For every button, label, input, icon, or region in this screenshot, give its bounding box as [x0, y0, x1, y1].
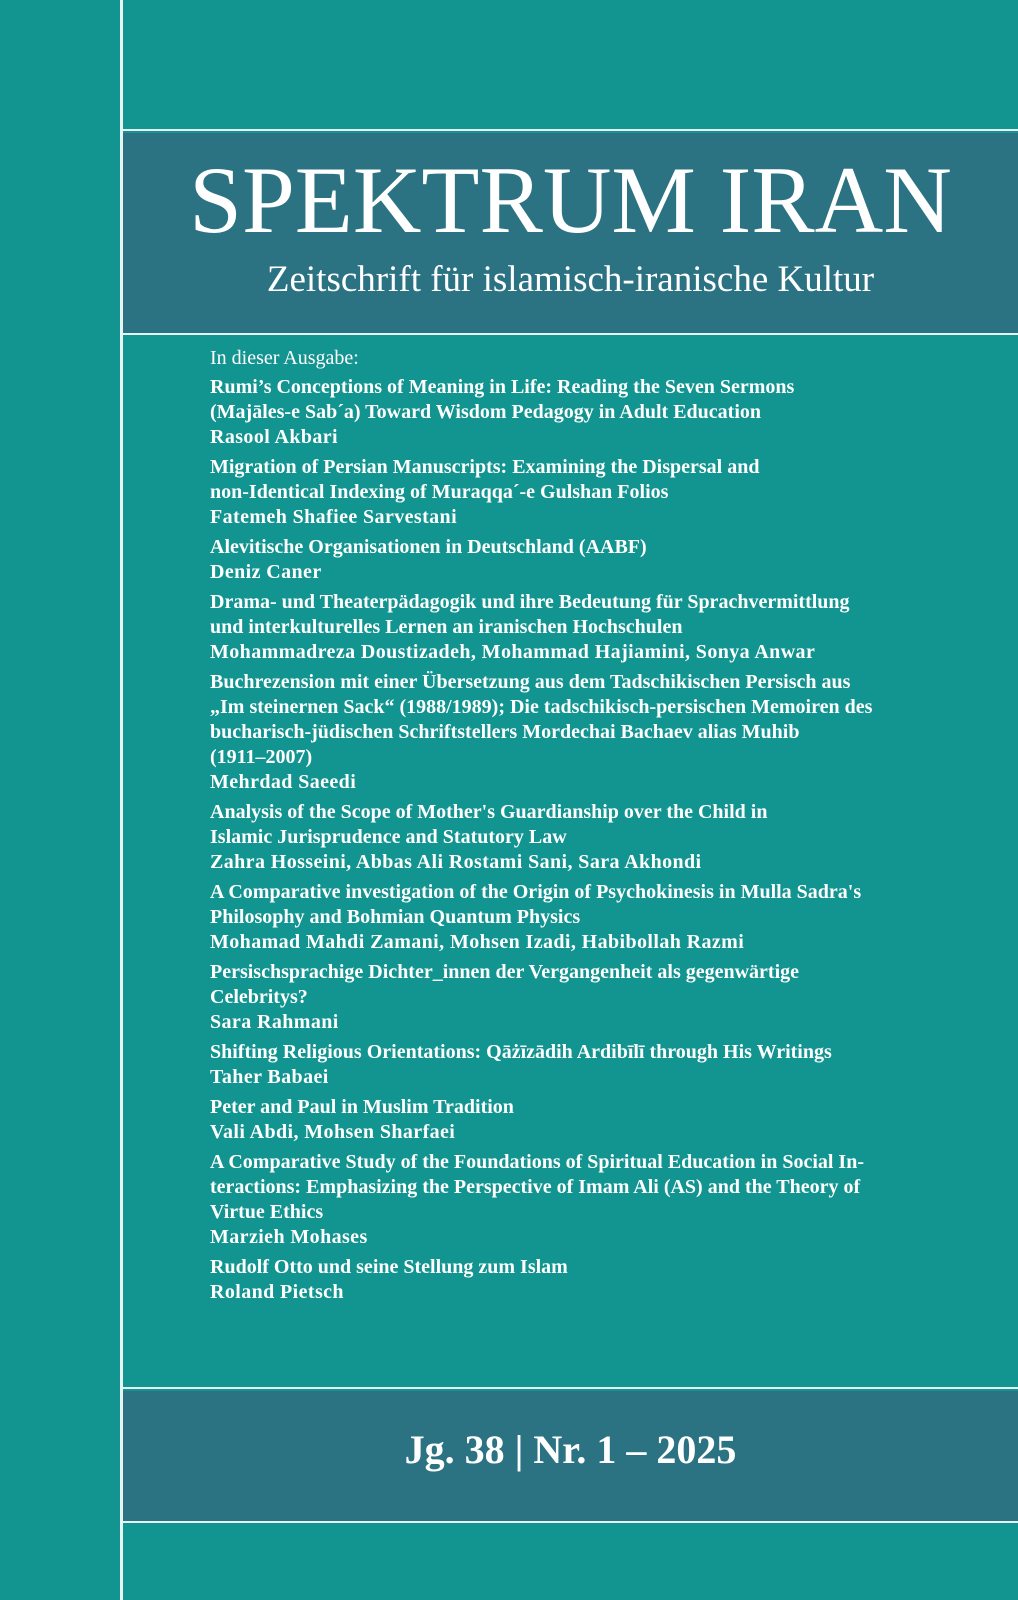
- toc-item: [210, 590, 1000, 665]
- toc-item: [210, 960, 1000, 1035]
- top-band-rule-upper: [123, 129, 1018, 131]
- article-author: Fatemeh Shafiee Sarvestani: [210, 506, 458, 528]
- toc-item: [210, 800, 1000, 875]
- article-author: Rasool Akbari: [210, 426, 339, 448]
- article-title: Rudolf Otto und seine Stellung zum Islam: [210, 1256, 568, 1278]
- article-author: Deniz Caner: [210, 561, 322, 583]
- article-title: Buchrezension mit einer Übersetzung aus dem Tadschikischen Persisch aus „Im steinernen Sack“ (1988/1989); Die tadschikisch-persischen Memoiren des bucharisch-jüdischen Schriftstellers Mordechai Bachaev alias Muhib (1911–2007): [210, 671, 873, 768]
- toc-item: [210, 670, 1000, 795]
- article-title: Peter and Paul in Muslim Tradition: [210, 1096, 514, 1118]
- article-author: Mohamad Mahdi Zamani, Mohsen Izadi, Habibollah Razmi: [210, 931, 745, 953]
- toc-item: [210, 1255, 1000, 1305]
- article-author: Mohammadreza Doustizadeh, Mohammad Hajiamini, Sonya Anwar: [210, 641, 816, 663]
- article-title: Migration of Persian Manuscripts: Examining the Dispersal and non-Identical Indexing of Muraqqa´-e Gulshan Folios: [210, 456, 760, 503]
- article-title: Rumi’s Conceptions of Meaning in Life: Reading the Seven Sermons (Majāles-e Sab´a) Toward Wisdom Pedagogy in Adult Education: [210, 376, 795, 423]
- toc-item: [210, 1095, 1000, 1145]
- article-author: Mehrdad Saeedi: [210, 771, 357, 793]
- article-title: A Comparative Study of the Foundations of Spiritual Education in Social In- teractions: Emphasizing the Perspective of Imam Ali (AS) and the Theory of Virtue Ethics: [210, 1151, 864, 1223]
- toc-item: [210, 1150, 1000, 1250]
- toc-item: [210, 1040, 1000, 1090]
- article-author: Sara Rahmani: [210, 1011, 339, 1033]
- article-author: Zahra Hosseini, Abbas Ali Rostami Sani, Sara Akhondi: [210, 851, 702, 873]
- article-title: Alevitische Organisationen in Deutschland (AABF): [210, 536, 647, 558]
- article-title: Analysis of the Scope of Mother's Guardianship over the Child in Islamic Jurisprudence and Statutory Law: [210, 801, 768, 848]
- toc-item: [210, 455, 1000, 530]
- table-of-contents: [210, 345, 1000, 1310]
- article-author: Roland Pietsch: [210, 1281, 344, 1303]
- journal-subtitle: Zeitschrift für islamisch-iranische Kultur: [266, 259, 875, 300]
- bottom-band-rule-lower: [123, 1521, 1018, 1523]
- journal-title: SPEKTRUM IRAN: [189, 147, 952, 253]
- article-title: Shifting Religious Orientations: Qāżīzādih Ardibīlī through His Writings: [210, 1041, 832, 1063]
- article-title: A Comparative investigation of the Origin of Psychokinesis in Mulla Sadra's Philosophy and Bohmian Quantum Physics: [210, 881, 862, 928]
- toc-item: [210, 535, 1000, 585]
- issue-number: Jg. 38 | Nr. 1 – 2025: [404, 1427, 737, 1472]
- toc-intro: In dieser Ausgabe:: [210, 347, 359, 369]
- toc-item: [210, 375, 1000, 450]
- article-author: Marzieh Mohases: [210, 1226, 368, 1248]
- article-title: Persischsprachige Dichter_innen der Vergangenheit als gegenwärtige Celebritys?: [210, 961, 800, 1008]
- article-author: Vali Abdi, Mohsen Sharfaei: [210, 1121, 456, 1143]
- top-band-rule-lower: [123, 333, 1018, 335]
- article-author: Taher Babaei: [210, 1066, 329, 1088]
- article-title: Drama- und Theaterpädagogik und ihre Bedeutung für Sprachvermittlung und interkulturelles Lernen an iranischen Hochschulen: [210, 591, 850, 638]
- toc-item: [210, 880, 1000, 955]
- bottom-band-rule-upper: [123, 1387, 1018, 1389]
